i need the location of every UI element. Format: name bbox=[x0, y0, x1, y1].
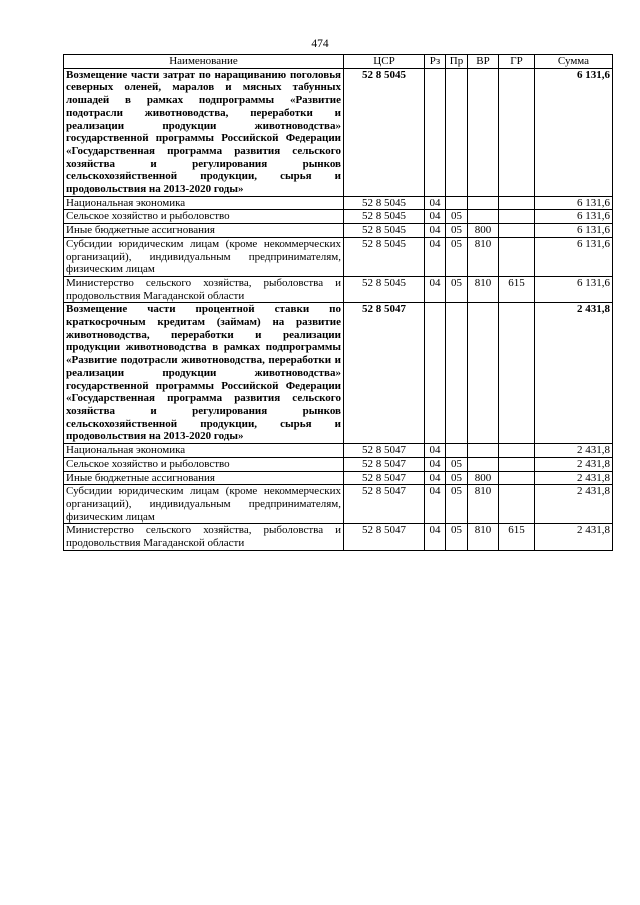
row-vr bbox=[468, 444, 499, 458]
row-rz: 04 bbox=[425, 524, 446, 550]
row-name: Министерство сельского хозяйства, рыболовства и продовольствия Магаданской области bbox=[64, 524, 344, 550]
row-gr bbox=[499, 485, 535, 524]
row-csr: 52 8 5047 bbox=[344, 444, 425, 458]
row-rz: 04 bbox=[425, 210, 446, 224]
row-pr bbox=[446, 444, 468, 458]
row-rz: 04 bbox=[425, 457, 446, 471]
row-pr: 05 bbox=[446, 524, 468, 550]
row-sum: 6 131,6 bbox=[535, 68, 613, 196]
table-row bbox=[64, 224, 613, 238]
row-csr: 52 8 5045 bbox=[344, 237, 425, 276]
row-name: Возмещение части затрат по наращиванию поголовья северных оленей, маралов и мясных табунных лошадей в рамках подпрограммы «Развитие подотрасли животноводства, переработки и реализации продукции животноводства» государственной программы Российской Федерации «Государственная программа развития сельского хозяйства и регулирования рынков сельскохозяйственной продукции, сырья и продовольствия на 2013-2020 годы» bbox=[64, 68, 344, 196]
row-name: Министерство сельского хозяйства, рыболовства и продовольствия Магаданской области bbox=[64, 276, 344, 302]
row-vr: 810 bbox=[468, 524, 499, 550]
row-vr: 810 bbox=[468, 237, 499, 276]
row-name: Национальная экономика bbox=[64, 444, 344, 458]
row-csr: 52 8 5045 bbox=[344, 210, 425, 224]
row-csr: 52 8 5045 bbox=[344, 276, 425, 302]
row-gr bbox=[499, 303, 535, 444]
row-pr: 05 bbox=[446, 210, 468, 224]
row-name: Иные бюджетные ассигнования bbox=[64, 471, 344, 485]
row-gr bbox=[499, 224, 535, 238]
row-pr: 05 bbox=[446, 237, 468, 276]
row-rz: 04 bbox=[425, 224, 446, 238]
row-gr bbox=[499, 444, 535, 458]
column-header-gr: ГР bbox=[499, 55, 535, 69]
row-gr bbox=[499, 68, 535, 196]
row-vr bbox=[468, 210, 499, 224]
row-name: Иные бюджетные ассигнования bbox=[64, 224, 344, 238]
table-row bbox=[64, 210, 613, 224]
table-row bbox=[64, 196, 613, 210]
table-row bbox=[64, 524, 613, 550]
row-pr: 05 bbox=[446, 471, 468, 485]
table-row bbox=[64, 237, 613, 276]
row-sum: 2 431,8 bbox=[535, 471, 613, 485]
row-rz bbox=[425, 68, 446, 196]
column-header-rz: Рз bbox=[425, 55, 446, 69]
row-gr bbox=[499, 457, 535, 471]
table-row bbox=[64, 303, 613, 444]
row-vr: 800 bbox=[468, 224, 499, 238]
table-row bbox=[64, 68, 613, 196]
row-rz: 04 bbox=[425, 444, 446, 458]
page-number: 474 bbox=[311, 38, 329, 50]
column-header-vr: ВР bbox=[468, 55, 499, 69]
row-sum: 6 131,6 bbox=[535, 237, 613, 276]
row-csr: 52 8 5045 bbox=[344, 68, 425, 196]
table-row bbox=[64, 471, 613, 485]
row-rz: 04 bbox=[425, 196, 446, 210]
row-sum: 2 431,8 bbox=[535, 444, 613, 458]
row-gr bbox=[499, 196, 535, 210]
row-csr: 52 8 5047 bbox=[344, 524, 425, 550]
row-sum: 2 431,8 bbox=[535, 524, 613, 550]
row-rz bbox=[425, 303, 446, 444]
row-name: Субсидии юридическим лицам (кроме некоммерческих организаций), индивидуальным предпринимателям, физическим лицам bbox=[64, 237, 344, 276]
row-name: Возмещение части процентной ставки по краткосрочным кредитам (займам) на развитие животноводства, переработки и реализации продукции животноводства в рамках подпрограммы «Развитие подотрасли животноводства, переработки и реализации продукции животноводства» государственной программы Российской Федерации «Государственная программа развития сельского хозяйства и регулирования рынков сельскохозяйственной продукции, сырья и продовольствия на 2013-2020 годы» bbox=[64, 303, 344, 444]
row-vr: 810 bbox=[468, 485, 499, 524]
row-csr: 52 8 5047 bbox=[344, 485, 425, 524]
row-csr: 52 8 5045 bbox=[344, 196, 425, 210]
table-row bbox=[64, 485, 613, 524]
row-rz: 04 bbox=[425, 276, 446, 302]
row-sum: 2 431,8 bbox=[535, 457, 613, 471]
row-pr bbox=[446, 196, 468, 210]
column-header-sum: Сумма bbox=[535, 55, 613, 69]
row-csr: 52 8 5047 bbox=[344, 457, 425, 471]
column-header-name: Наименование bbox=[64, 55, 344, 69]
row-sum: 6 131,6 bbox=[535, 224, 613, 238]
row-name: Национальная экономика bbox=[64, 196, 344, 210]
table-row bbox=[64, 457, 613, 471]
row-vr bbox=[468, 457, 499, 471]
row-csr: 52 8 5045 bbox=[344, 224, 425, 238]
row-sum: 2 431,8 bbox=[535, 485, 613, 524]
row-gr: 615 bbox=[499, 276, 535, 302]
row-csr: 52 8 5047 bbox=[344, 471, 425, 485]
table-row bbox=[64, 276, 613, 302]
row-pr: 05 bbox=[446, 276, 468, 302]
row-vr bbox=[468, 68, 499, 196]
row-vr: 810 bbox=[468, 276, 499, 302]
row-gr bbox=[499, 237, 535, 276]
row-gr bbox=[499, 210, 535, 224]
row-rz: 04 bbox=[425, 485, 446, 524]
row-sum: 6 131,6 bbox=[535, 276, 613, 302]
row-pr bbox=[446, 68, 468, 196]
row-pr bbox=[446, 303, 468, 444]
row-pr: 05 bbox=[446, 485, 468, 524]
row-vr bbox=[468, 303, 499, 444]
row-gr bbox=[499, 471, 535, 485]
row-vr bbox=[468, 196, 499, 210]
budget-table bbox=[63, 54, 613, 551]
row-gr: 615 bbox=[499, 524, 535, 550]
column-header-csr: ЦСР bbox=[344, 55, 425, 69]
row-sum: 6 131,6 bbox=[535, 196, 613, 210]
row-sum: 2 431,8 bbox=[535, 303, 613, 444]
row-name: Сельское хозяйство и рыболовство bbox=[64, 210, 344, 224]
row-rz: 04 bbox=[425, 471, 446, 485]
table-header-row bbox=[64, 55, 613, 69]
row-sum: 6 131,6 bbox=[535, 210, 613, 224]
row-pr: 05 bbox=[446, 224, 468, 238]
row-name: Субсидии юридическим лицам (кроме некоммерческих организаций), индивидуальным предпринимателям, физическим лицам bbox=[64, 485, 344, 524]
row-pr: 05 bbox=[446, 457, 468, 471]
row-name: Сельское хозяйство и рыболовство bbox=[64, 457, 344, 471]
column-header-pr: Пр bbox=[446, 55, 468, 69]
row-csr: 52 8 5047 bbox=[344, 303, 425, 444]
row-rz: 04 bbox=[425, 237, 446, 276]
table-row bbox=[64, 444, 613, 458]
row-vr: 800 bbox=[468, 471, 499, 485]
